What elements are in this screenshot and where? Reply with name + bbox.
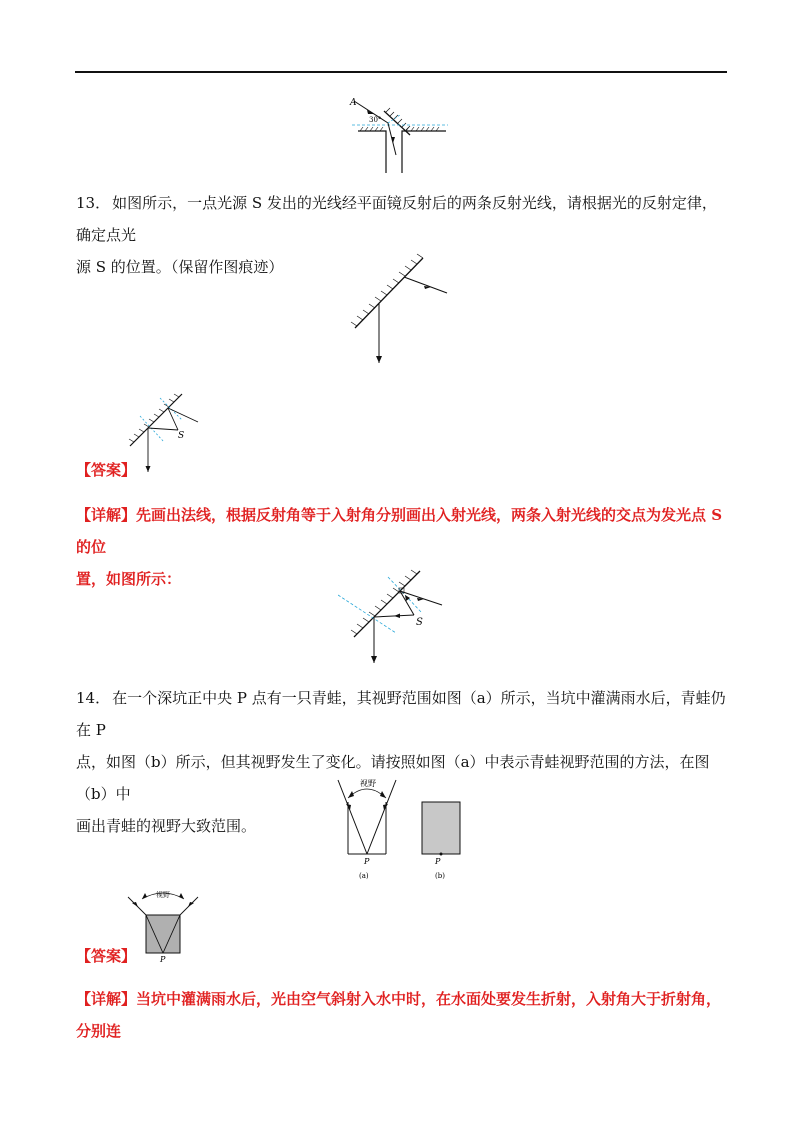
detail-line1: 当坑中灌满雨水后，光由空气斜射入水中时，在水面处要发生折射，入射角大于折射角，分别连 — [76, 990, 722, 1040]
question-text-line3: 画出青蛙的视野大致范围。 — [76, 817, 257, 835]
label-a: A — [350, 98, 357, 108]
view-label: 视野 — [360, 779, 376, 788]
caption-a: (a) — [359, 872, 369, 880]
question-text-line2: 源 S 的位置。（保留作图痕迹） — [76, 258, 284, 276]
figure-mirror-periscope — [348, 95, 454, 175]
figure-14-answer — [126, 883, 202, 963]
question-number: 14． — [76, 689, 111, 707]
figure-14-frog — [330, 772, 470, 882]
question-text-line1: 如图所示，一点光源 S 发出的光线经平面镜反射后的两条反射光线，请根据光的反射定律，确定点光 — [76, 194, 717, 244]
figure-13-detail — [338, 565, 450, 667]
caption-b: (b) — [435, 872, 445, 880]
question-text-line2: 点，如图（b）所示，但其视野发生了变化。请按照如图（a）中表示青蛙视野范围的方法，在图（b）中 — [76, 753, 710, 803]
detail-line2: 置，如图所示： — [76, 570, 182, 588]
label-s: S — [416, 617, 423, 628]
header-rule — [75, 71, 727, 73]
angle-label: 30° — [369, 116, 382, 124]
answer-label: 【答案】 — [76, 947, 137, 965]
figure-13-mirror — [345, 250, 455, 368]
figure-13-answer — [126, 390, 202, 474]
detail-line1: 先画出法线，根据反射角等于入射角分别画出入射光线，两条入射光线的交点为发光点 S 的位 — [76, 506, 723, 556]
point-label: P — [364, 857, 370, 866]
detail-label: 【详解】 — [76, 990, 137, 1008]
detail-label: 【详解】 — [76, 506, 137, 524]
point-label: P — [435, 857, 441, 866]
detail-14 — [76, 983, 726, 1047]
question-number: 13． — [76, 194, 111, 212]
question-text-line1: 在一个深坑正中央 P 点有一只青蛙，其视野范围如图（a）所示，当坑中灌满雨水后，青蛙仍在 P — [76, 689, 726, 739]
view-label: 视野 — [156, 891, 170, 899]
answer-label: 【答案】 — [76, 461, 137, 479]
label-s: S — [178, 431, 185, 441]
point-label: P — [160, 955, 166, 963]
